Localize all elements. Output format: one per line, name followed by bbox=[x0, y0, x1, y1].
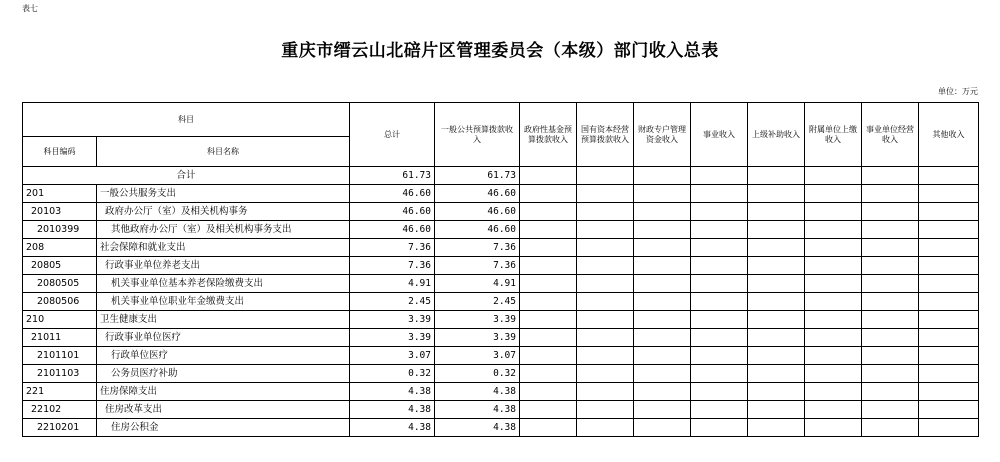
empty-cell bbox=[748, 203, 805, 221]
subject-code: 2010399 bbox=[23, 221, 97, 239]
empty-cell bbox=[805, 221, 862, 239]
total-value: 46.60 bbox=[350, 203, 435, 221]
subject-name: 行政单位医疗 bbox=[97, 347, 350, 365]
total-row bbox=[23, 167, 979, 185]
total-value: 7.36 bbox=[350, 239, 435, 257]
empty-cell bbox=[919, 239, 979, 257]
empty-cell bbox=[862, 401, 919, 419]
total-value: 0.32 bbox=[350, 365, 435, 383]
subject-code: 21011 bbox=[23, 329, 97, 347]
empty-cell bbox=[520, 365, 577, 383]
empty-cell bbox=[862, 275, 919, 293]
empty-cell bbox=[520, 185, 577, 203]
empty-cell bbox=[919, 329, 979, 347]
general-value: 2.45 bbox=[435, 293, 520, 311]
empty-cell bbox=[748, 275, 805, 293]
total-value: 2.45 bbox=[350, 293, 435, 311]
subject-name: 公务员医疗补助 bbox=[97, 365, 350, 383]
empty-cell bbox=[577, 275, 634, 293]
col-header: 事业单位经营收入 bbox=[862, 103, 919, 167]
table-row bbox=[23, 185, 979, 203]
empty-cell bbox=[691, 419, 748, 437]
subject-name: 机关事业单位基本养老保险缴费支出 bbox=[97, 275, 350, 293]
subject-code: 2210201 bbox=[23, 419, 97, 437]
empty-cell bbox=[748, 239, 805, 257]
subject-name: 社会保障和就业支出 bbox=[97, 239, 350, 257]
empty-cell bbox=[634, 329, 691, 347]
empty-cell bbox=[748, 257, 805, 275]
empty-cell bbox=[862, 365, 919, 383]
empty-cell bbox=[691, 347, 748, 365]
col-header: 其他收入 bbox=[919, 103, 979, 167]
table-row bbox=[23, 221, 979, 239]
empty-cell bbox=[634, 257, 691, 275]
empty-cell bbox=[805, 203, 862, 221]
empty-cell bbox=[862, 221, 919, 239]
empty-cell bbox=[862, 257, 919, 275]
empty-cell bbox=[691, 383, 748, 401]
table-row bbox=[23, 329, 979, 347]
subject-code: 221 bbox=[23, 383, 97, 401]
empty-cell bbox=[577, 185, 634, 203]
table-row bbox=[23, 293, 979, 311]
empty-cell bbox=[805, 275, 862, 293]
col-header: 事业收入 bbox=[691, 103, 748, 167]
general-value: 46.60 bbox=[435, 185, 520, 203]
empty-cell bbox=[748, 311, 805, 329]
empty-cell bbox=[862, 329, 919, 347]
empty-cell bbox=[805, 239, 862, 257]
empty-cell bbox=[520, 383, 577, 401]
empty-cell bbox=[634, 347, 691, 365]
empty-cell bbox=[805, 293, 862, 311]
total-value: 4.38 bbox=[350, 383, 435, 401]
empty-cell bbox=[691, 365, 748, 383]
empty-cell bbox=[805, 329, 862, 347]
empty-cell bbox=[748, 293, 805, 311]
empty-cell bbox=[805, 419, 862, 437]
income-table bbox=[22, 102, 979, 437]
empty-cell bbox=[691, 275, 748, 293]
general-value: 4.38 bbox=[435, 419, 520, 437]
empty-cell bbox=[748, 365, 805, 383]
subject-code: 20103 bbox=[23, 203, 97, 221]
subject-code: 2101103 bbox=[23, 365, 97, 383]
empty-cell bbox=[577, 401, 634, 419]
empty-cell bbox=[748, 383, 805, 401]
total-value: 4.91 bbox=[350, 275, 435, 293]
subject-code: 22102 bbox=[23, 401, 97, 419]
empty-cell bbox=[748, 401, 805, 419]
empty-cell bbox=[919, 311, 979, 329]
col-header: 附属单位上缴收入 bbox=[805, 103, 862, 167]
general-value: 3.39 bbox=[435, 329, 520, 347]
empty-cell bbox=[520, 221, 577, 239]
general-value: 0.32 bbox=[435, 365, 520, 383]
empty-cell bbox=[691, 203, 748, 221]
empty-cell bbox=[520, 419, 577, 437]
general-value: 61.73 bbox=[435, 167, 520, 185]
empty-cell bbox=[862, 383, 919, 401]
table-row bbox=[23, 401, 979, 419]
subject-name: 住房公积金 bbox=[97, 419, 350, 437]
empty-cell bbox=[577, 293, 634, 311]
subject-code: 2101101 bbox=[23, 347, 97, 365]
empty-cell bbox=[919, 401, 979, 419]
general-value: 3.07 bbox=[435, 347, 520, 365]
col-header: 国有资本经营预算拨款收入 bbox=[577, 103, 634, 167]
subject-name: 卫生健康支出 bbox=[97, 311, 350, 329]
table-row bbox=[23, 311, 979, 329]
general-value: 4.38 bbox=[435, 401, 520, 419]
empty-cell bbox=[805, 185, 862, 203]
general-value: 4.38 bbox=[435, 383, 520, 401]
empty-cell bbox=[634, 239, 691, 257]
empty-cell bbox=[862, 185, 919, 203]
subject-name: 机关事业单位职业年金缴费支出 bbox=[97, 293, 350, 311]
empty-cell bbox=[520, 257, 577, 275]
empty-cell bbox=[805, 365, 862, 383]
total-value: 3.07 bbox=[350, 347, 435, 365]
empty-cell bbox=[577, 419, 634, 437]
empty-cell bbox=[520, 329, 577, 347]
name-header: 科目名称 bbox=[97, 137, 350, 167]
empty-cell bbox=[919, 185, 979, 203]
total-label: 合计 bbox=[23, 167, 350, 185]
empty-cell bbox=[862, 311, 919, 329]
subject-code: 2080506 bbox=[23, 293, 97, 311]
general-value: 4.91 bbox=[435, 275, 520, 293]
general-value: 46.60 bbox=[435, 203, 520, 221]
empty-cell bbox=[862, 203, 919, 221]
empty-cell bbox=[577, 365, 634, 383]
empty-cell bbox=[577, 311, 634, 329]
empty-cell bbox=[577, 257, 634, 275]
empty-cell bbox=[805, 347, 862, 365]
empty-cell bbox=[634, 293, 691, 311]
table-row bbox=[23, 419, 979, 437]
empty-cell bbox=[691, 329, 748, 347]
empty-cell bbox=[805, 383, 862, 401]
subject-header: 科目 bbox=[23, 103, 350, 137]
empty-cell bbox=[634, 221, 691, 239]
empty-cell bbox=[805, 401, 862, 419]
page-title: 重庆市缙云山北碚片区管理委员会（本级）部门收入总表 bbox=[281, 41, 719, 61]
empty-cell bbox=[862, 347, 919, 365]
empty-cell bbox=[520, 347, 577, 365]
empty-cell bbox=[577, 203, 634, 221]
total-value: 46.60 bbox=[350, 221, 435, 239]
subject-name: 一般公共服务支出 bbox=[97, 185, 350, 203]
empty-cell bbox=[805, 311, 862, 329]
general-value: 46.60 bbox=[435, 221, 520, 239]
empty-cell bbox=[919, 203, 979, 221]
empty-cell bbox=[919, 257, 979, 275]
empty-cell bbox=[919, 275, 979, 293]
total-value: 3.39 bbox=[350, 311, 435, 329]
table-row bbox=[23, 257, 979, 275]
subject-name: 住房保障支出 bbox=[97, 383, 350, 401]
empty-cell bbox=[520, 275, 577, 293]
empty-cell bbox=[691, 311, 748, 329]
subject-code: 2080505 bbox=[23, 275, 97, 293]
empty-cell bbox=[634, 401, 691, 419]
empty-cell bbox=[520, 293, 577, 311]
empty-cell bbox=[634, 275, 691, 293]
empty-cell bbox=[520, 311, 577, 329]
empty-cell bbox=[577, 347, 634, 365]
empty-cell bbox=[919, 365, 979, 383]
subject-name: 住房改革支出 bbox=[97, 401, 350, 419]
empty-cell bbox=[919, 383, 979, 401]
empty-cell bbox=[919, 221, 979, 239]
empty-cell bbox=[691, 401, 748, 419]
empty-cell bbox=[634, 365, 691, 383]
unit-label: 单位：万元 bbox=[938, 87, 978, 96]
total-value: 46.60 bbox=[350, 185, 435, 203]
subject-code: 201 bbox=[23, 185, 97, 203]
subject-code: 208 bbox=[23, 239, 97, 257]
subject-code: 210 bbox=[23, 311, 97, 329]
empty-cell bbox=[691, 257, 748, 275]
subject-name: 行政事业单位医疗 bbox=[97, 329, 350, 347]
empty-cell bbox=[520, 203, 577, 221]
general-value: 7.36 bbox=[435, 257, 520, 275]
total-value: 61.73 bbox=[350, 167, 435, 185]
total-value: 4.38 bbox=[350, 419, 435, 437]
empty-cell bbox=[862, 419, 919, 437]
empty-cell bbox=[520, 239, 577, 257]
empty-cell bbox=[691, 185, 748, 203]
col-header: 财政专户管理资金收入 bbox=[634, 103, 691, 167]
col-header: 一般公共预算拨款收入 bbox=[435, 103, 520, 167]
general-value: 7.36 bbox=[435, 239, 520, 257]
table-row bbox=[23, 203, 979, 221]
empty-cell bbox=[634, 383, 691, 401]
empty-cell bbox=[634, 311, 691, 329]
col-header: 上级补助收入 bbox=[748, 103, 805, 167]
code-header: 科目编码 bbox=[23, 137, 97, 167]
empty-cell bbox=[748, 221, 805, 239]
empty-cell bbox=[577, 239, 634, 257]
empty-cell bbox=[634, 203, 691, 221]
empty-cell bbox=[748, 329, 805, 347]
empty-cell bbox=[577, 221, 634, 239]
empty-cell bbox=[691, 293, 748, 311]
table-row bbox=[23, 275, 979, 293]
table-row bbox=[23, 239, 979, 257]
empty-cell bbox=[634, 185, 691, 203]
empty-cell bbox=[691, 239, 748, 257]
empty-cell bbox=[748, 185, 805, 203]
empty-cell bbox=[577, 329, 634, 347]
empty-cell bbox=[520, 401, 577, 419]
subject-name: 其他政府办公厅（室）及相关机构事务支出 bbox=[97, 221, 350, 239]
total-header: 总计 bbox=[350, 103, 435, 167]
empty-cell bbox=[919, 293, 979, 311]
general-value: 3.39 bbox=[435, 311, 520, 329]
table-row bbox=[23, 365, 979, 383]
empty-cell bbox=[748, 347, 805, 365]
empty-cell bbox=[919, 419, 979, 437]
empty-cell bbox=[634, 419, 691, 437]
empty-cell bbox=[805, 257, 862, 275]
empty-cell bbox=[862, 239, 919, 257]
subject-code: 20805 bbox=[23, 257, 97, 275]
subject-name: 行政事业单位养老支出 bbox=[97, 257, 350, 275]
subject-name: 政府办公厅（室）及相关机构事务 bbox=[97, 203, 350, 221]
empty-cell bbox=[919, 347, 979, 365]
table-row bbox=[23, 383, 979, 401]
total-value: 3.39 bbox=[350, 329, 435, 347]
empty-cell bbox=[862, 293, 919, 311]
total-value: 4.38 bbox=[350, 401, 435, 419]
table-row bbox=[23, 347, 979, 365]
empty-cell bbox=[748, 419, 805, 437]
empty-cell bbox=[691, 221, 748, 239]
empty-cell bbox=[577, 383, 634, 401]
total-value: 7.36 bbox=[350, 257, 435, 275]
table-tag: 表七 bbox=[22, 4, 38, 13]
col-header: 政府性基金预算拨款收入 bbox=[520, 103, 577, 167]
